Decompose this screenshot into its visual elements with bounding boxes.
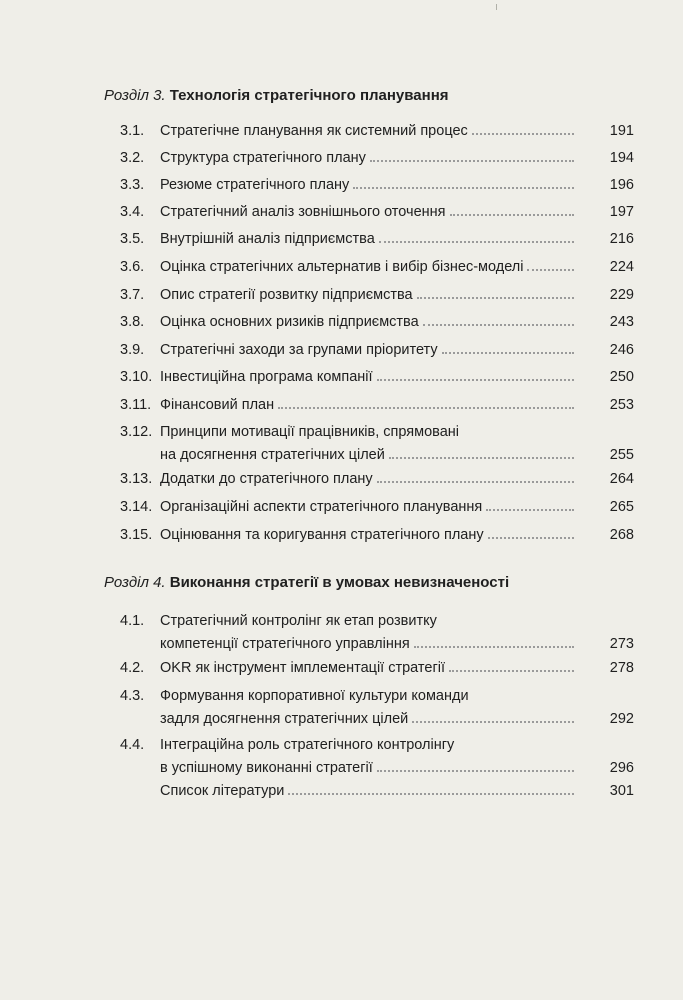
dot-leader bbox=[377, 481, 574, 483]
entry-number: 3.15. bbox=[120, 527, 153, 543]
entry-page: 265 bbox=[609, 499, 634, 515]
toc-entry-3-3 bbox=[120, 174, 634, 197]
entry-title-line: Принципи мотивації працівників, спрямовані bbox=[160, 424, 459, 440]
dot-leader bbox=[414, 646, 574, 648]
toc-entry-3-11 bbox=[120, 394, 634, 417]
section-prefix: Розділ 3. bbox=[104, 87, 166, 104]
entry-title: Резюме стратегічного плану bbox=[160, 177, 350, 193]
toc-entry-3-5 bbox=[120, 228, 634, 251]
entry-title: в успішному виконанні стратегії bbox=[160, 760, 373, 776]
dot-leader bbox=[389, 457, 574, 459]
entry-number: 3.1. bbox=[120, 123, 145, 139]
entry-title: на досягнення стратегічних цілей bbox=[160, 447, 385, 463]
section-title: Технологія стратегічного планування bbox=[169, 87, 449, 104]
toc-entry-4-1 bbox=[120, 610, 634, 656]
dot-leader bbox=[450, 214, 574, 216]
entry-title: Інвестиційна програма компанії bbox=[160, 369, 373, 385]
dot-leader bbox=[377, 770, 574, 772]
toc-entry-3-13 bbox=[120, 468, 634, 491]
dot-leader bbox=[527, 269, 574, 271]
dot-leader bbox=[379, 241, 574, 243]
entry-page: 250 bbox=[609, 369, 634, 385]
toc-entry-3-7 bbox=[120, 284, 634, 307]
toc-entry-3-9 bbox=[120, 339, 634, 362]
toc-entry-3-1 bbox=[120, 120, 634, 143]
dot-leader bbox=[412, 721, 574, 723]
dot-leader bbox=[442, 352, 574, 354]
entry-number: 3.4. bbox=[120, 204, 145, 220]
dot-leader bbox=[472, 133, 574, 135]
toc-entry-3-10 bbox=[120, 366, 634, 389]
entry-title: Стратегічний аналіз зовнішнього оточення bbox=[160, 204, 446, 220]
entry-number: 3.10. bbox=[120, 369, 153, 385]
section-title: Виконання стратегії в умовах невизначеності bbox=[169, 574, 510, 591]
entry-title-line: Формування корпоративної культури команди bbox=[160, 688, 469, 704]
toc-entry-3-4 bbox=[120, 201, 634, 224]
entry-number: 3.9. bbox=[120, 342, 145, 358]
entry-page: 191 bbox=[609, 123, 634, 139]
entry-page: 246 bbox=[609, 342, 634, 358]
entry-number: 3.13. bbox=[120, 471, 153, 487]
entry-page: 194 bbox=[609, 150, 634, 166]
entry-title: Структура стратегічного плану bbox=[160, 150, 366, 166]
entry-page: 301 bbox=[609, 783, 634, 799]
entry-title: Оцінка основних ризиків підприємства bbox=[160, 314, 419, 330]
entry-page: 268 bbox=[609, 527, 634, 543]
entry-title: Список літератури bbox=[160, 783, 285, 799]
entry-title: Стратегічне планування як системний процес bbox=[160, 123, 468, 139]
page-mark bbox=[496, 4, 497, 10]
entry-number: 4.1. bbox=[120, 613, 145, 629]
dot-leader bbox=[423, 324, 574, 326]
dot-leader bbox=[488, 537, 574, 539]
entry-page: 243 bbox=[609, 314, 634, 330]
toc-entry-4-2 bbox=[120, 657, 634, 680]
entry-page: 216 bbox=[609, 231, 634, 247]
entry-number: 3.14. bbox=[120, 499, 153, 515]
dot-leader bbox=[370, 160, 574, 162]
entry-title: Фінансовий план bbox=[160, 397, 275, 413]
entry-number: 3.6. bbox=[120, 259, 145, 275]
entry-title: Опис стратегії розвитку підприємства bbox=[160, 287, 413, 303]
entry-page: 292 bbox=[609, 711, 634, 727]
entry-number: 4.2. bbox=[120, 660, 145, 676]
entry-title: Внутрішній аналіз підприємства bbox=[160, 231, 375, 247]
entry-number: 4.4. bbox=[120, 737, 145, 753]
entry-page: 224 bbox=[609, 259, 634, 275]
dot-leader bbox=[288, 793, 574, 795]
entry-title: Додатки до стратегічного плану bbox=[160, 471, 373, 487]
entry-page: 278 bbox=[609, 660, 634, 676]
entry-number: 4.3. bbox=[120, 688, 145, 704]
dot-leader bbox=[486, 509, 574, 511]
entry-page: 229 bbox=[609, 287, 634, 303]
entry-page: 255 bbox=[609, 447, 634, 463]
entry-number: 3.8. bbox=[120, 314, 145, 330]
entry-number: 3.7. bbox=[120, 287, 145, 303]
entry-number: 3.2. bbox=[120, 150, 145, 166]
entry-number: 3.12. bbox=[120, 424, 153, 440]
entry-title: Оцінка стратегічних альтернатив і вибір бізнес-моделі bbox=[160, 259, 524, 275]
dot-leader bbox=[278, 407, 574, 409]
toc-entry-3-8 bbox=[120, 311, 634, 334]
dot-leader bbox=[417, 297, 574, 299]
toc-entry-4-3 bbox=[120, 685, 634, 731]
entry-title: Організаційні аспекти стратегічного планування bbox=[160, 499, 483, 515]
dot-leader bbox=[449, 670, 574, 672]
entry-title: Стратегічні заходи за групами пріоритету bbox=[160, 342, 438, 358]
entry-number: 3.11. bbox=[120, 397, 152, 413]
entry-page: 196 bbox=[609, 177, 634, 193]
entry-title-line: Стратегічний контролінг як етап розвитку bbox=[160, 613, 437, 629]
section-heading-3 bbox=[104, 87, 449, 104]
section-heading-4 bbox=[104, 574, 509, 591]
entry-title: Оцінювання та коригування стратегічного плану bbox=[160, 527, 484, 543]
entry-title: компетенції стратегічного управління bbox=[160, 636, 410, 652]
toc-entry-3-12 bbox=[120, 421, 634, 467]
entry-number: 3.5. bbox=[120, 231, 145, 247]
toc-entry-3-6 bbox=[120, 256, 634, 279]
toc-entry-3-14 bbox=[120, 496, 634, 519]
entry-title-line: Інтеграційна роль стратегічного контролінгу bbox=[160, 737, 455, 753]
entry-page: 264 bbox=[609, 471, 634, 487]
entry-title: задля досягнення стратегічних цілей bbox=[160, 711, 409, 727]
entry-page: 273 bbox=[609, 636, 634, 652]
toc-entry-3-15 bbox=[120, 524, 634, 547]
entry-page: 197 bbox=[609, 204, 634, 220]
toc-entry-4-4 bbox=[120, 734, 634, 780]
toc-entry-bibliography bbox=[120, 780, 634, 803]
dot-leader bbox=[377, 379, 574, 381]
section-prefix: Розділ 4. bbox=[104, 574, 166, 591]
entry-page: 253 bbox=[609, 397, 634, 413]
entry-page: 296 bbox=[609, 760, 634, 776]
entry-title: OKR як інструмент імплементації стратегії bbox=[160, 660, 446, 676]
dot-leader bbox=[353, 187, 574, 189]
toc-entry-3-2 bbox=[120, 147, 634, 170]
entry-number: 3.3. bbox=[120, 177, 145, 193]
